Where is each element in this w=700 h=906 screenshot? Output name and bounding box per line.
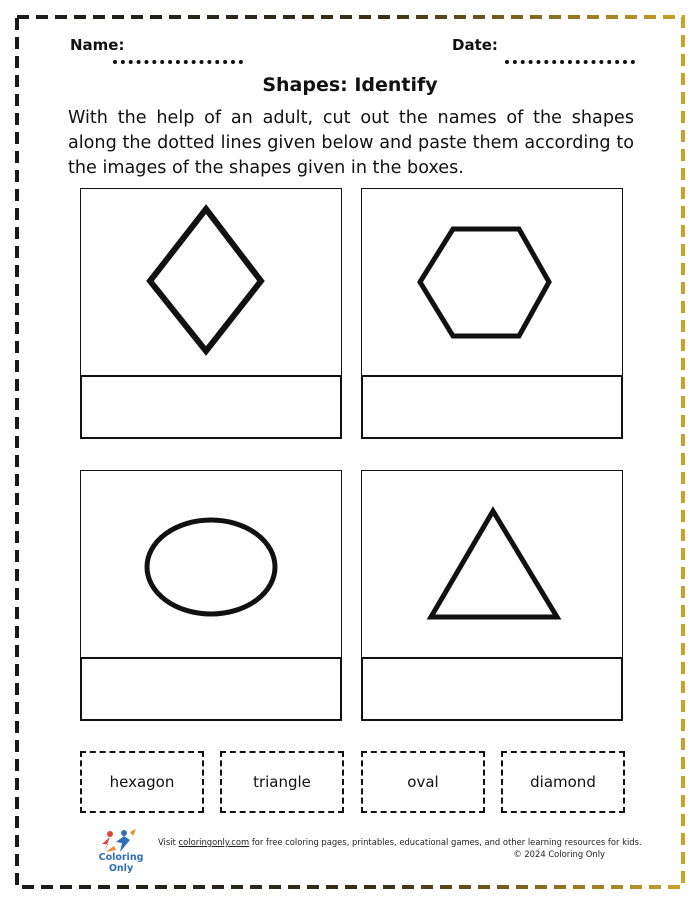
cut-label-hexagon[interactable]: hexagon	[80, 751, 204, 813]
paste-box[interactable]	[80, 375, 342, 439]
shape-card-oval	[80, 470, 342, 720]
paste-box[interactable]	[361, 657, 623, 721]
footer-rest: for free coloring pages, printables, educational games, and other learning resources for kids.	[249, 837, 642, 847]
shape-card-triangle	[361, 470, 623, 720]
footer-visit-text	[158, 837, 642, 847]
instructions: With the help of an adult, cut out the names of the shapes along the dotted lines given below and paste them according to the images of the shapes given in the boxes.	[68, 108, 634, 178]
footer-visit: Visit	[158, 837, 179, 847]
date-label: Date:	[452, 36, 498, 54]
name-line[interactable]	[113, 60, 243, 64]
triangle-icon	[362, 471, 624, 661]
shape-card-diamond	[80, 188, 342, 438]
name-label: Name:	[70, 36, 125, 54]
logo-text: Coloring Only	[98, 852, 144, 874]
paste-box[interactable]	[80, 657, 342, 721]
shape-card-hexagon	[361, 188, 623, 438]
cut-label-oval[interactable]: oval	[361, 751, 485, 813]
cut-label-diamond[interactable]: diamond	[501, 751, 625, 813]
footer-copyright: © 2024 Coloring Only	[513, 849, 605, 859]
page-title: Shapes: Identify	[262, 74, 438, 96]
date-line[interactable]	[505, 60, 635, 64]
diamond-icon	[81, 189, 343, 379]
footer-link[interactable]: coloringonly.com	[178, 837, 250, 847]
oval-icon	[81, 471, 343, 661]
hexagon-icon	[362, 189, 624, 379]
cut-label-triangle[interactable]: triangle	[220, 751, 344, 813]
paste-box[interactable]	[361, 375, 623, 439]
